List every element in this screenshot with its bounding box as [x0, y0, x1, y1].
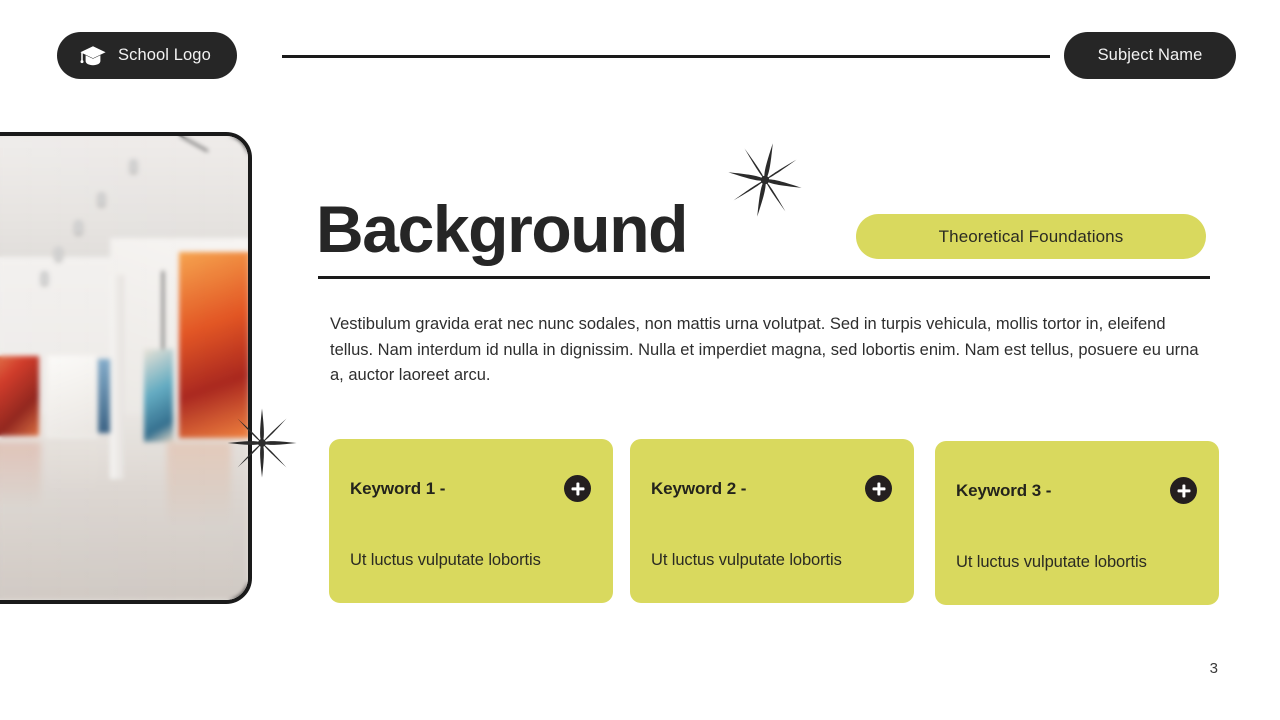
keyword-card-header	[956, 477, 1197, 504]
keyword-card[interactable]	[630, 439, 914, 603]
sparkle-star-icon	[723, 141, 807, 219]
keyword-card-header	[350, 475, 591, 502]
keyword-card-header	[651, 475, 892, 502]
keyword-card[interactable]	[935, 441, 1219, 605]
keyword-card-text: Ut luctus vulputate lobortis	[651, 551, 842, 569]
page-title: Background	[316, 192, 688, 266]
badge-label: Theoretical Foundations	[938, 226, 1124, 246]
body-paragraph: Vestibulum gravida erat nec nunc sodales, non mattis urna volutpat. Sed in turpis vehicula, mollis tortor in, eleifend tellus. Nam interdum id nulla in dignissim. Nulla et imperdiet magna, sed lobortis enim. Nam est tellus, posuere eu urna a, auctor laoreet arcu.	[330, 315, 1199, 384]
art-gallery-interior-photo	[0, 136, 248, 600]
sparkle-star-icon	[226, 407, 298, 479]
school-logo-label: School Logo	[118, 46, 211, 64]
keyword-card-title: Keyword 3 -	[956, 480, 1052, 500]
school-logo-pill[interactable]	[57, 32, 237, 79]
keyword-card-text: Ut luctus vulputate lobortis	[956, 553, 1147, 571]
keyword-card-title: Keyword 1 -	[350, 478, 446, 498]
keyword-card-text: Ut luctus vulputate lobortis	[350, 551, 541, 569]
header-divider-line	[282, 55, 1050, 58]
theoretical-foundations-badge[interactable]	[856, 214, 1206, 259]
plus-icon[interactable]	[865, 475, 892, 502]
gallery-image-panel	[0, 132, 252, 604]
keyword-card-title: Keyword 2 -	[651, 478, 747, 498]
plus-icon[interactable]	[1170, 477, 1197, 504]
subject-name-pill[interactable]	[1064, 32, 1236, 79]
graduation-cap-icon	[79, 44, 107, 68]
title-divider-line	[318, 276, 1210, 279]
keyword-cards-row	[329, 439, 1219, 605]
plus-icon[interactable]	[564, 475, 591, 502]
subject-name-label: Subject Name	[1097, 46, 1203, 64]
keyword-card[interactable]	[329, 439, 613, 603]
page-number: 3	[1209, 660, 1218, 677]
